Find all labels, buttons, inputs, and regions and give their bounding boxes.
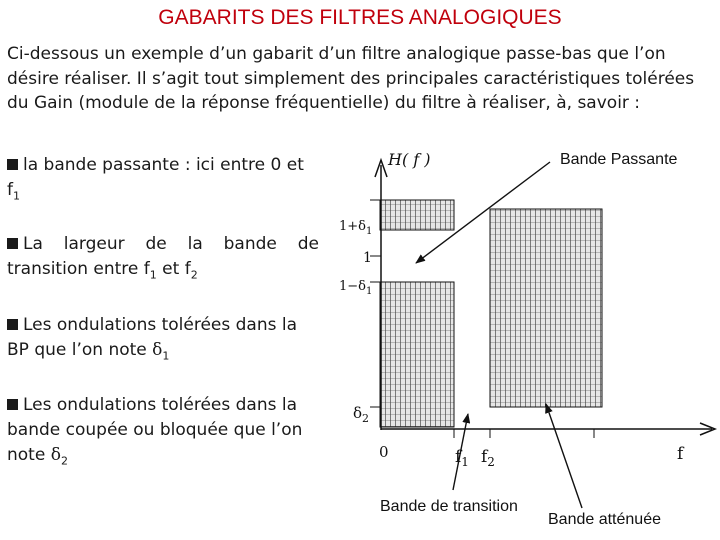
bullet-bande-passante: la bande passante : ici entre 0 et $f_1$ (7, 155, 304, 203)
tick-f2: $f_2$ (481, 447, 495, 469)
intro-paragraph: Ci-dessous un exemple d’un gabarit d’un filtre analogique passe-bas que l’on désire réaliser. Il s’agit tout simplement des principales caractéristiques tolérées du Gain (module de la réponse fréquentielle) du filtre à réaliser, à, savoir : (7, 44, 695, 113)
tick-delta2: $\delta_2$ (353, 404, 370, 425)
callout-bande-attenuee: Bande atténuée (548, 511, 661, 528)
page-title: GABARITS DES FILTRES ANALOGIQUES (158, 6, 562, 29)
tick-0: 0 (379, 443, 389, 461)
bullet-ondulations-bp: Les ondulations tolérées dans la BP que l’on note $\delta_1$ (7, 315, 298, 363)
bullet-bande-transition: La largeur de la bande de transition entre $f_1$ et $f_2$ (7, 234, 319, 282)
arrow-bande-attenuee (546, 404, 582, 508)
callout-bande-transition: Bande de transition (380, 498, 518, 515)
callout-bande-passante: Bande Passante (560, 151, 678, 168)
bullet-text: la bande passante : ici entre 0 et (23, 155, 304, 175)
tick-1-minus-delta1: $1-\delta_1$ (339, 279, 373, 297)
y-axis-label: H( f ) (388, 150, 431, 169)
tick-1-plus-delta1: $1+\delta_1$ (339, 219, 373, 237)
tick-1: 1 (363, 250, 372, 266)
tick-f1: $f_1$ (455, 447, 469, 469)
upper-tolerance-zone (380, 200, 454, 230)
x-axis-label: f (677, 444, 684, 464)
stopband-forbidden-zone (490, 209, 602, 407)
passband-lower-forbidden-zone (380, 282, 454, 427)
bullet-ondulations-bande-coupee: Les ondulations tolérées dans la bande coupée ou bloquée que l’on note $\delta_2$ (7, 395, 303, 468)
